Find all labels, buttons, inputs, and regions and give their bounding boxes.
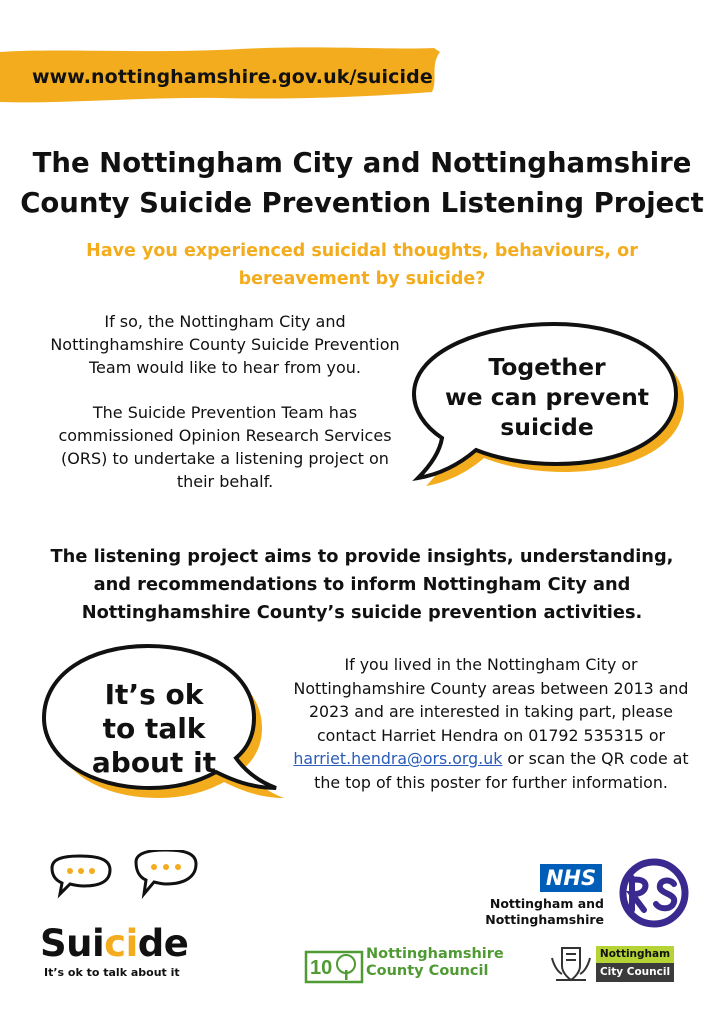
nhs-name-line-1: Nottingham and [489, 896, 604, 911]
wordmark-highlight: ci [104, 922, 138, 965]
project-aims [20, 543, 704, 627]
city-council-line-2: City Council [596, 963, 674, 982]
wordmark-start: Sui [40, 922, 105, 965]
contact-text-end: or scan the QR code at the top of this poster for further information. [314, 749, 689, 792]
aims-line-2: and recommendations to inform Nottingham City and [93, 574, 631, 595]
ok-line-2: to talk [102, 712, 206, 745]
contact-email-link[interactable]: harriet.hendra@ors.org.uk [293, 749, 503, 768]
city-crest-icon [548, 944, 594, 984]
city-council-logo [596, 946, 674, 982]
title-line-2: County Suicide Prevention Listening Project [20, 187, 704, 219]
nhs-name-line-2: Nottinghamshire [485, 912, 604, 927]
city-council-line-1: Nottingham [596, 946, 674, 963]
chat-bubbles-icon [40, 850, 240, 930]
page-title [0, 143, 724, 223]
ors-logo-icon [614, 858, 694, 928]
subtitle-question [40, 237, 684, 293]
intro-paragraph-1: If so, the Nottingham City and Nottinghamshire County Suicide Prevention Team would like to hear from you. [50, 312, 400, 377]
subtitle-line-2: bereavement by suicide? [238, 269, 486, 289]
title-line-1: The Nottingham City and Nottinghamshire [32, 147, 692, 179]
contact-text: If you lived in the Nottingham City or Nottinghamshire County areas between 2013 and 2023 and are interested in taking part, please contact Harriet Hendra on 01792 535315 or [293, 655, 689, 745]
intro-paragraph-2: The Suicide Prevention Team has commissioned Opinion Research Services (ORS) to undertake a listening project on their behalf. [58, 403, 392, 491]
svg-text:10: 10 [310, 957, 333, 979]
aims-line-3: Nottinghamshire County’s suicide prevention activities. [81, 602, 643, 623]
together-line-2: we can prevent [444, 383, 650, 411]
url-banner [0, 30, 440, 115]
subtitle-line-1: Have you experienced suicidal thoughts, behaviours, or [86, 241, 638, 261]
contact-info [285, 653, 697, 794]
ok-line-3: about it [91, 746, 217, 779]
ok-to-talk-speech-bubble [38, 640, 288, 810]
suicide-campaign-logo [40, 850, 240, 985]
aims-line-1: The listening project aims to provide insights, understanding, [50, 546, 674, 567]
together-slogan [432, 352, 662, 442]
nhs-org-name [432, 896, 604, 928]
together-line-1: Together [488, 353, 606, 381]
together-line-3: suicide [500, 413, 594, 441]
nhs-logo: NHS [540, 864, 602, 892]
county-council-name [366, 946, 546, 980]
ok-line-1: It’s ok [104, 678, 204, 711]
county-line-2: County Council [366, 963, 489, 979]
website-url[interactable]: www.nottinghamshire.gov.uk/suicide [32, 66, 433, 88]
intro-text [46, 310, 404, 515]
county-line-1: Nottinghamshire [366, 946, 504, 962]
together-speech-bubble [412, 318, 694, 493]
suicide-wordmark [40, 922, 230, 965]
suicide-tagline: It’s ok to talk about it [44, 966, 180, 979]
county-council-logo [304, 946, 534, 986]
ok-to-talk-slogan [54, 678, 254, 780]
wordmark-end: de [137, 922, 189, 965]
tree-emblem-icon [304, 948, 364, 984]
